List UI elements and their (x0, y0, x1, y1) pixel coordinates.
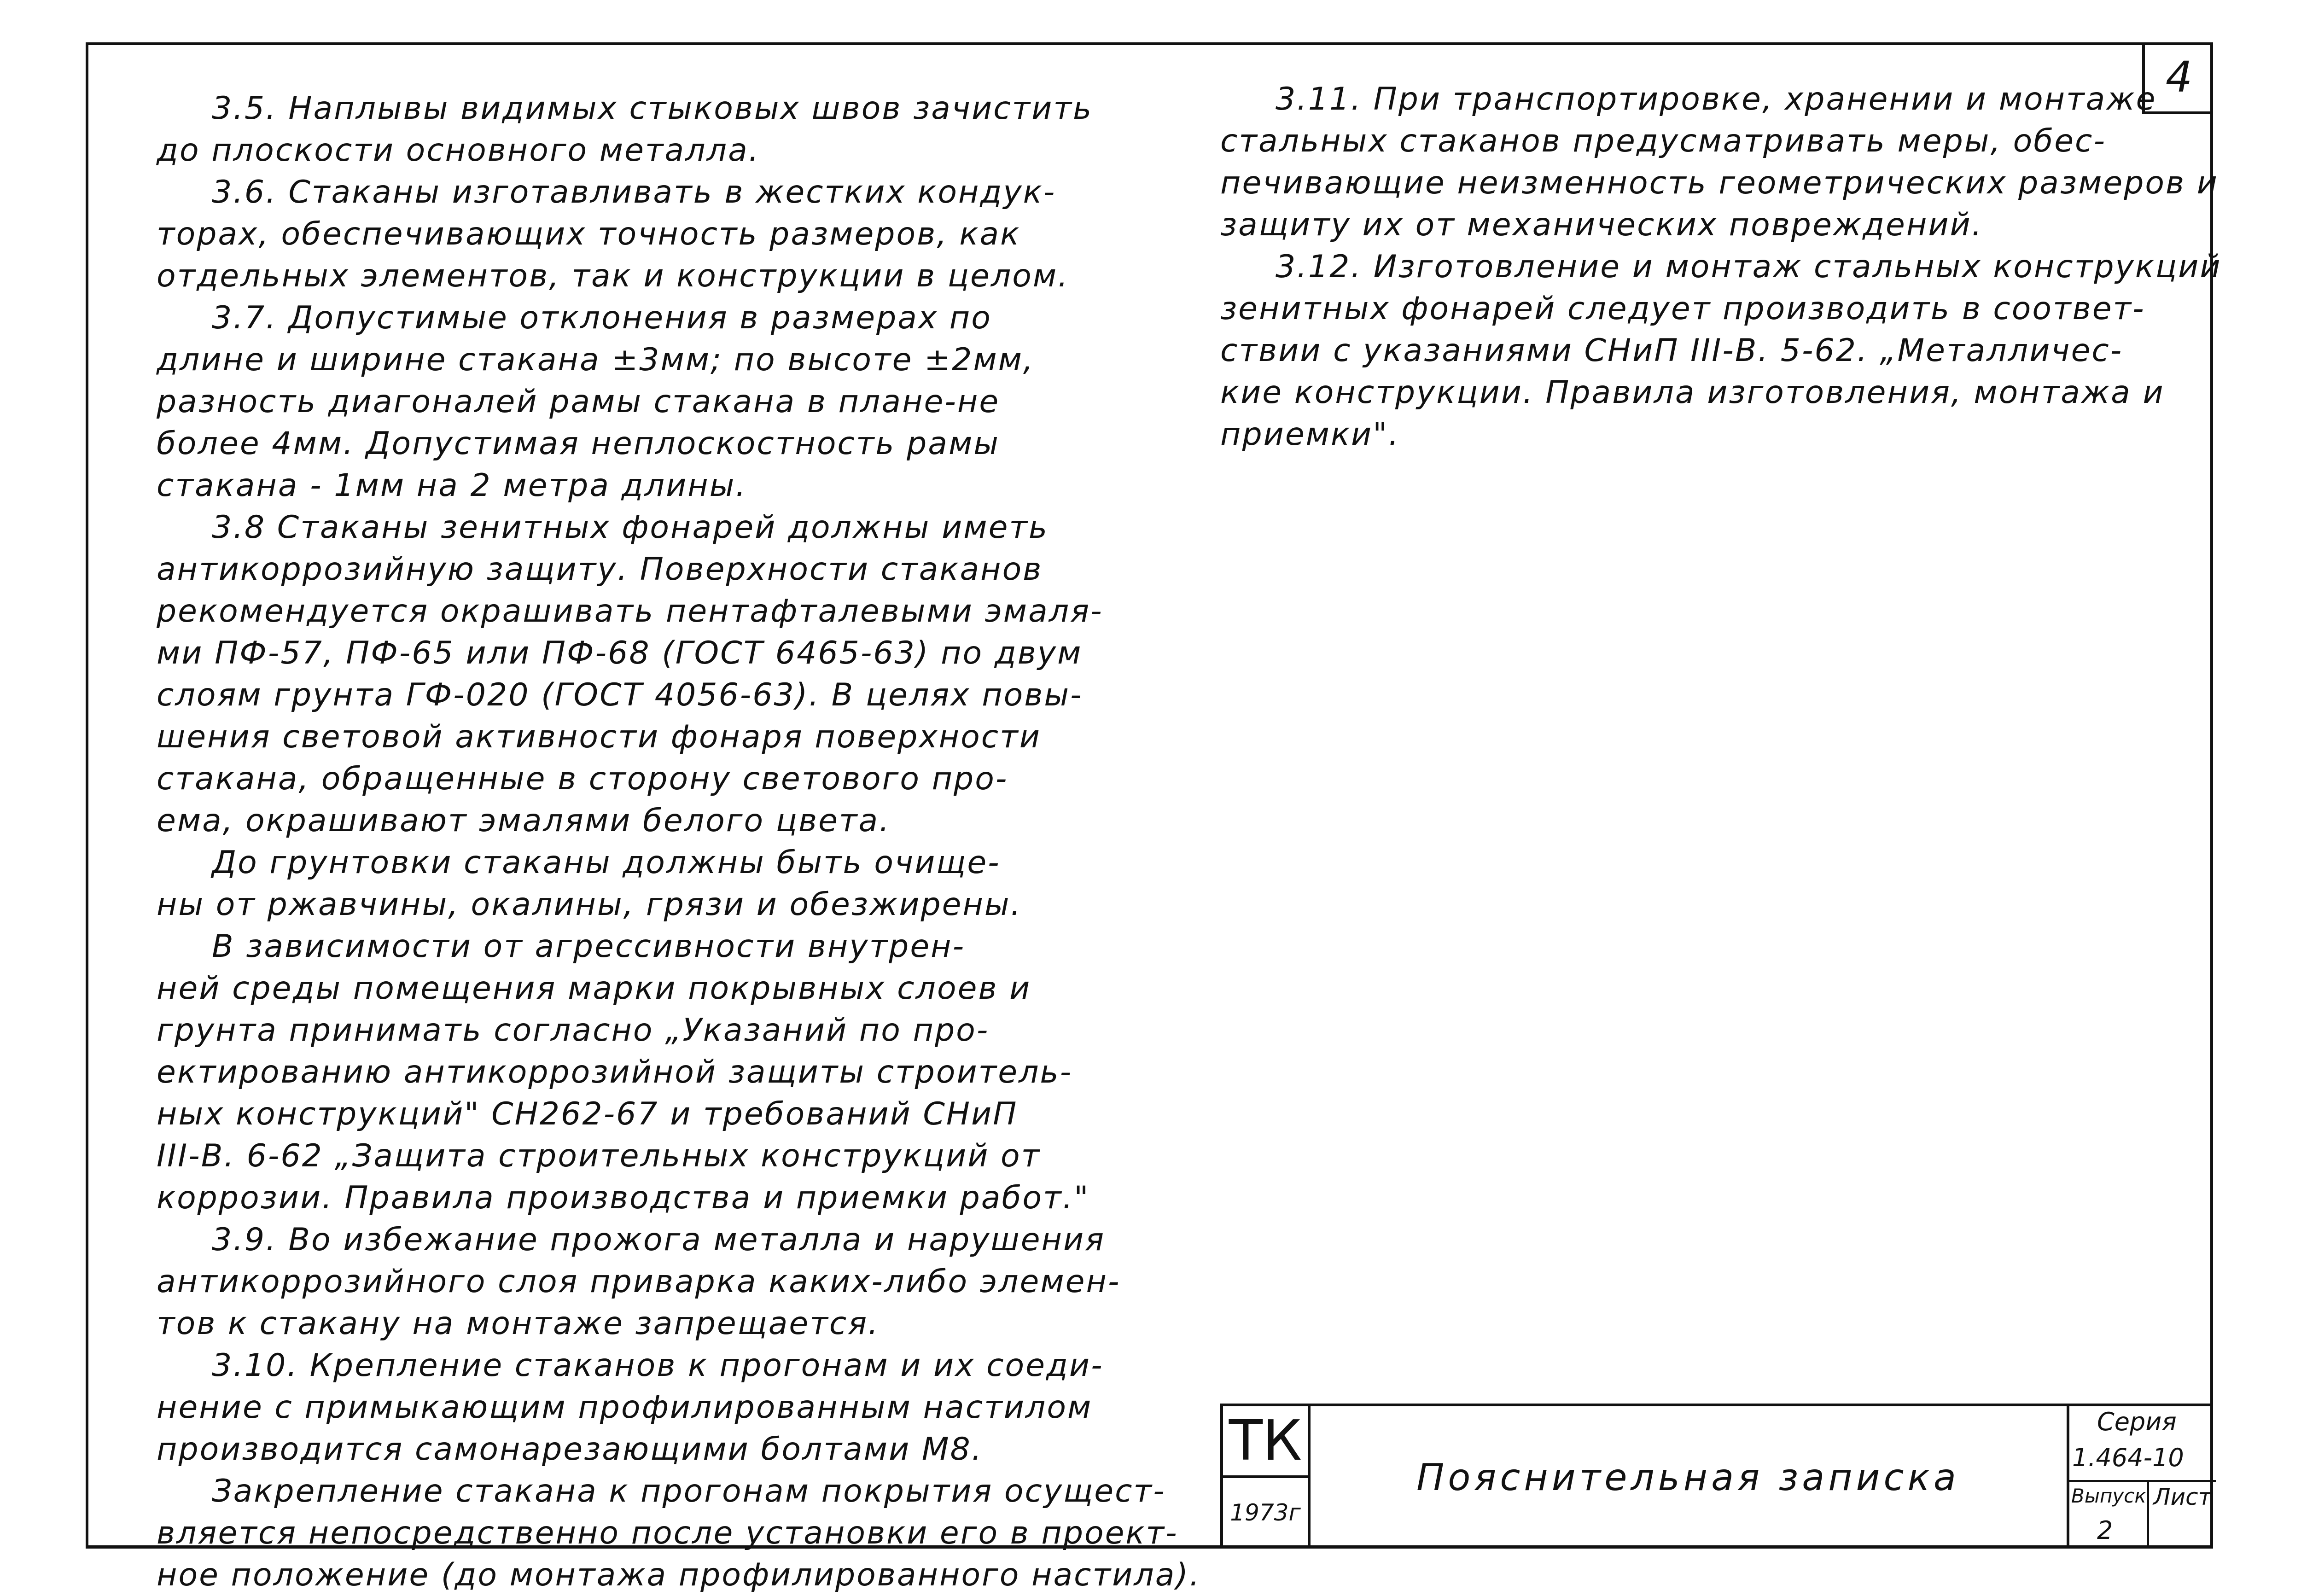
text-line: кие конструкции. Правила изготовления, монтажа и (1220, 374, 2165, 411)
text-line: слоям грунта ГФ-020 (ГОСТ 4056-63). В целях повы- (157, 677, 1083, 713)
text-line: нение с примыкающим профилированным настилом (157, 1389, 1093, 1426)
text-line: антикоррозийного слоя приварка каких-либо элемен- (157, 1264, 1121, 1300)
text-line: Закрепление стакана к прогонам покрытия осущест- (212, 1473, 1166, 1509)
left-text-column (157, 87, 1201, 1596)
text-line: 3.12. Изготовление и монтаж стальных конструкций (1276, 249, 2222, 285)
text-line: 3.6. Стаканы изготавливать в жестких кондук- (212, 174, 1056, 210)
text-line: ное положение (до монтажа профилированного настила). (157, 1557, 1201, 1593)
frame-top-border (86, 42, 2212, 45)
text-line: коррозии. Правила производства и приемки работ." (157, 1180, 1090, 1216)
text-line: антикоррозийную защиту. Поверхности стаканов (157, 551, 1043, 588)
text-line: ствии с указаниями СНиП III-В. 5-62. „Металличес- (1220, 332, 2123, 369)
title-block (1220, 1404, 2213, 1548)
text-line: шения световой активности фонаря поверхности (157, 719, 1041, 755)
sheet-label: Лист (2153, 1484, 2212, 1510)
text-line: приемки". (1220, 416, 1400, 453)
text-line: разность диагоналей рамы стакана в плане-не (157, 384, 1000, 420)
text-line: До грунтовки стаканы должны быть очище- (212, 845, 1001, 881)
title-block-code: ТК (1223, 1406, 1311, 1478)
text-line: 3.5. Наплывы видимых стыковых швов зачистить (212, 90, 1093, 127)
series-value: 1.464-10 (2072, 1443, 2184, 1472)
text-line: ней среды помещения марки покрывных слоев и (157, 970, 1031, 1007)
issue-value: 2 (2097, 1516, 2113, 1545)
text-line: стальных стаканов предусматривать меры, обес- (1220, 123, 2106, 159)
text-line: 3.8 Стаканы зенитных фонарей должны иметь (212, 509, 1049, 546)
text-line: 3.7. Допустимые отклонения в размерах по (212, 300, 992, 336)
text-line: III-В. 6-62 „Защита строительных конструкций от (157, 1138, 1041, 1174)
text-line: тов к стакану на монтаже запрещается. (157, 1305, 880, 1342)
text-line: вляется непосредственно после установки его в проект- (157, 1515, 1178, 1551)
text-line: рекомендуется окрашивать пентафталевыми эмаля- (157, 593, 1103, 629)
text-line: В зависимости от агрессивности внутрен- (212, 928, 966, 965)
text-line: 3.11. При транспортировке, хранении и монтаже (1276, 81, 2157, 117)
frame-left-border (86, 42, 88, 1548)
text-line: зенитных фонарей следует производить в соответ- (1220, 291, 2145, 327)
page-number: 4 (2142, 42, 2213, 114)
text-line: более 4мм. Допустимая неплоскостность рамы (157, 425, 1000, 462)
text-line: отдельных элементов, так и конструкции в целом. (157, 258, 1069, 294)
text-line: производится самонарезающими болтами М8. (157, 1431, 983, 1468)
text-line: длине и ширине стакана ±3мм; по высоте ±2мм, (157, 342, 1035, 378)
text-line: ема, окрашивают эмалями белого цвета. (157, 803, 891, 839)
text-line: 3.10. Крепление стаканов к прогонам и их соеди- (212, 1347, 1104, 1384)
text-line: печивающие неизменность геометрических размеров и (1220, 165, 2219, 201)
text-line: ми ПФ-57, ПФ-65 или ПФ-68 (ГОСТ 6465-63) по двум (157, 635, 1083, 671)
series-divider (2069, 1480, 2216, 1482)
text-line: стакана, обращенные в сторону светового про- (157, 761, 1008, 797)
text-line: торах, обеспечивающих точность размеров, как (157, 216, 1021, 252)
text-line: защиту их от механических повреждений. (1220, 207, 1983, 243)
document-title: Пояснительная записка (1416, 1456, 1960, 1499)
title-block-year: 1973г (1223, 1478, 1311, 1547)
text-line: грунта принимать согласно „Указаний по про- (157, 1012, 990, 1048)
text-line: ектированию антикоррозийной защиты строитель- (157, 1054, 1073, 1090)
text-line: 3.9. Во избежание прожога металла и нарушения (212, 1222, 1106, 1258)
text-line: ных конструкций" СН262-67 и требований СНиП (157, 1096, 1018, 1132)
issue-sheet-divider (2147, 1480, 2149, 1548)
right-text-column (1220, 78, 2222, 455)
text-line: стакана - 1мм на 2 метра длины. (157, 467, 747, 504)
title-block-series-cell (2067, 1406, 2216, 1548)
text-line: до плоскости основного металла. (157, 132, 760, 169)
series-label: Серия (2097, 1407, 2177, 1436)
issue-label: Выпуск (2071, 1485, 2146, 1507)
text-line: ны от ржавчины, окалины, грязи и обезжирены. (157, 886, 1022, 923)
